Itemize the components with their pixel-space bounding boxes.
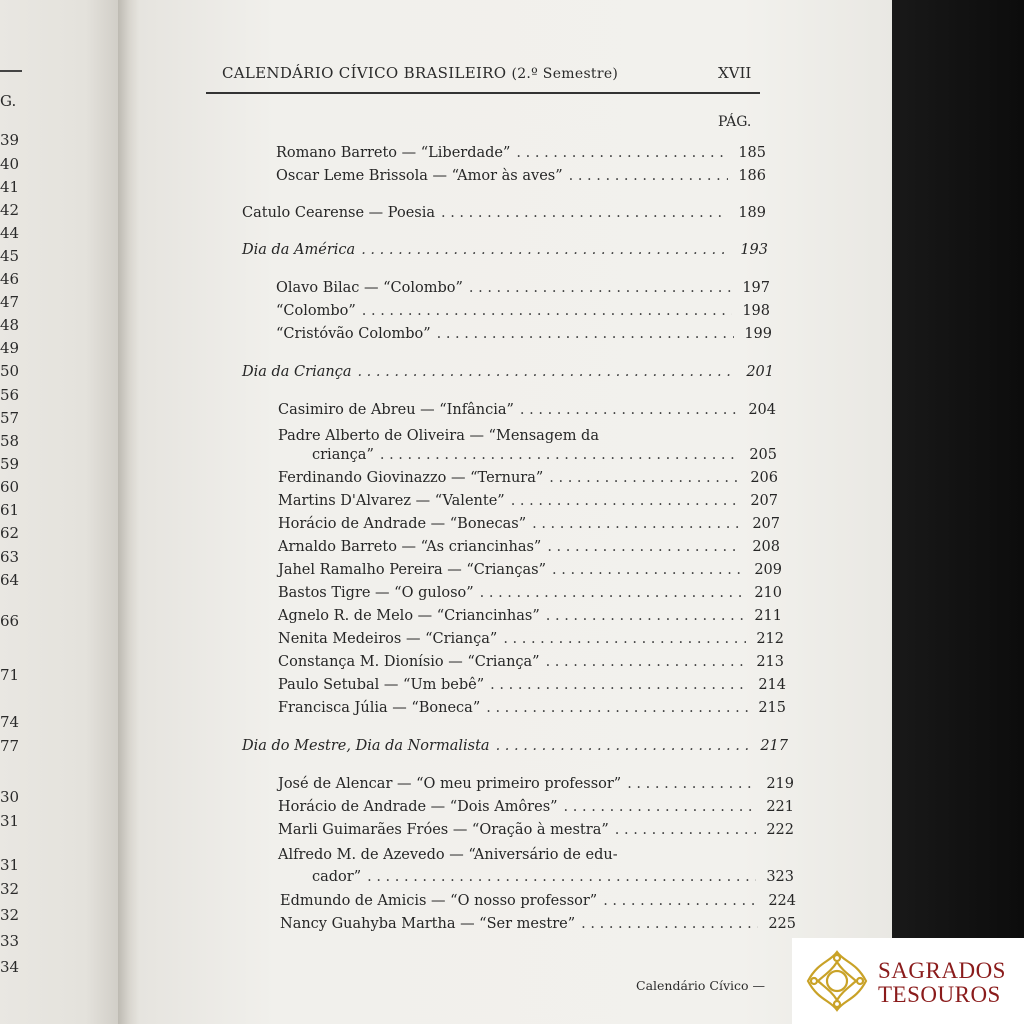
dot-leader (496, 738, 750, 754)
entry-page-number: 221 (766, 799, 794, 815)
entry-title: Paulo Setubal — “Um bebê” (278, 677, 485, 693)
entry-title: criança” (312, 447, 374, 463)
left-page-number: 34 (0, 958, 20, 976)
watermark-line2: TESOUROS (878, 982, 1001, 1007)
entry-title: Martins D'Alvarez — “Valente” (278, 493, 505, 509)
entry-page-number: 208 (752, 539, 780, 555)
ornament-icon (804, 948, 870, 1014)
left-page-number: 61 (0, 501, 20, 519)
entry-title: Romano Barreto — “Liberdade” (276, 145, 511, 161)
dot-leader (581, 916, 758, 932)
left-page-number: 31 (0, 812, 20, 830)
dot-leader (357, 364, 736, 380)
toc-entry (278, 799, 794, 819)
entry-page-number: 211 (754, 608, 782, 624)
left-page-number: 59 (0, 455, 20, 473)
entry-page-number: 204 (748, 402, 776, 418)
entry-title: Horácio de Andrade — “Dois Amôres” (278, 799, 558, 815)
left-page-number: 62 (0, 524, 20, 542)
entry-page-number: 201 (746, 364, 774, 380)
entry-title: Francisca Júlia — “Boneca” (278, 700, 481, 716)
left-page-number: 64 (0, 571, 20, 589)
entry-title: Nenita Medeiros — “Criança” (278, 631, 498, 647)
entry-page-number: 206 (750, 470, 778, 486)
dot-leader (603, 893, 758, 909)
dot-leader (569, 168, 728, 184)
toc-entry (278, 493, 778, 513)
left-page-number: 41 (0, 178, 20, 196)
entry-title: Dia do Mestre, Dia da Normalista (242, 738, 490, 754)
entry-page-number: 199 (744, 326, 772, 342)
left-page-number: 39 (0, 131, 20, 149)
page-column-label: PÁG. (718, 114, 752, 130)
toc-entry (278, 585, 782, 605)
header-title: CALENDÁRIO CÍVICO BRASILEIRO (222, 64, 507, 82)
header-subtitle: (2.º Semestre) (511, 66, 619, 82)
entry-page-number: 219 (766, 776, 794, 792)
left-page-number: 33 (0, 932, 20, 950)
dot-leader (627, 776, 756, 792)
toc-entry (278, 700, 786, 720)
entry-title: Bastos Tigre — “O guloso” (278, 585, 474, 601)
toc-entry (278, 428, 732, 448)
left-page-number: 40 (0, 155, 20, 173)
dot-leader (380, 447, 739, 463)
dot-leader (546, 608, 744, 624)
dot-leader (441, 205, 728, 221)
dot-leader (469, 280, 732, 296)
entry-title: Dia da América (242, 242, 356, 258)
entry-page-number: 209 (754, 562, 782, 578)
entry-title: Casimiro de Abreu — “Infância” (278, 402, 514, 418)
entry-title: Edmundo de Amicis — “O nosso professor” (280, 893, 598, 909)
toc-entry (278, 402, 776, 422)
entry-title: Dia da Criança (242, 364, 352, 380)
entry-title: Agnelo R. de Melo — “Criancinhas” (278, 608, 540, 624)
toc-entry (312, 447, 777, 467)
left-page-number: 47 (0, 293, 20, 311)
entry-page-number: 214 (758, 677, 786, 693)
dot-leader (511, 493, 740, 509)
page-footer: Calendário Cívico — (636, 978, 766, 993)
left-page-number: 49 (0, 339, 20, 357)
dot-leader (549, 470, 740, 486)
left-page-number: 31 (0, 856, 20, 874)
dot-leader (564, 799, 756, 815)
dot-leader (361, 242, 730, 258)
left-page-number: 71 (0, 666, 20, 684)
toc-entry (276, 326, 772, 346)
entry-page-number: 207 (752, 516, 780, 532)
entry-title: Horácio de Andrade — “Bonecas” (278, 516, 527, 532)
left-page-number: 32 (0, 880, 20, 898)
running-header (222, 64, 618, 82)
entry-title: Jahel Ramalho Pereira — “Crianças” (278, 562, 547, 578)
dot-leader (547, 539, 742, 555)
watermark-logo (792, 938, 1024, 1024)
left-page-number: 32 (0, 906, 20, 924)
section-heading (242, 364, 774, 384)
dot-leader (367, 869, 756, 885)
entry-page-number: 225 (768, 916, 796, 932)
toc-entry (312, 869, 794, 889)
dot-leader (362, 303, 732, 319)
dot-leader (503, 631, 746, 647)
dot-leader (480, 585, 744, 601)
left-header-fragment: G. (0, 92, 17, 110)
toc-entry (276, 145, 766, 165)
entry-page-number: 198 (742, 303, 770, 319)
toc-entry (242, 205, 766, 225)
toc-entry (276, 303, 770, 323)
left-page-number: 74 (0, 713, 20, 731)
entry-title: Marli Guimarães Fróes — “Oração à mestra” (278, 822, 609, 838)
dot-leader (520, 402, 738, 418)
entry-page-number: 217 (760, 738, 788, 754)
toc-entry (278, 631, 784, 651)
left-page-number: 45 (0, 247, 20, 265)
entry-title: Constança M. Dionísio — “Criança” (278, 654, 540, 670)
left-page-number: 77 (0, 737, 20, 755)
toc-entry (278, 562, 782, 582)
entry-title: “Colombo” (276, 303, 356, 319)
toc-entry (278, 776, 794, 796)
entry-page-number: 207 (750, 493, 778, 509)
dot-leader (516, 145, 728, 161)
entry-page-number: 210 (754, 585, 782, 601)
entry-page-number: 193 (740, 242, 768, 258)
entry-title: Padre Alberto de Oliveira — “Mensagem da (278, 428, 599, 444)
toc-entry (276, 168, 766, 188)
left-page-number: 48 (0, 316, 20, 334)
left-page-number: 46 (0, 270, 20, 288)
left-page (0, 0, 122, 1024)
watermark-line1: SAGRADOS (878, 958, 1006, 983)
section-heading (242, 738, 788, 758)
entry-title: “Cristóvão Colombo” (276, 326, 431, 342)
entry-page-number: 185 (738, 145, 766, 161)
toc-entry (278, 470, 778, 490)
dot-leader (532, 516, 742, 532)
entry-title: Arnaldo Barreto — “As criancinhas” (278, 539, 542, 555)
left-page-number: 30 (0, 788, 20, 806)
entry-page-number: 212 (756, 631, 784, 647)
header-rule (206, 92, 760, 94)
left-page-number: 66 (0, 612, 20, 630)
left-page-number: 50 (0, 362, 20, 380)
entry-title: Ferdinando Giovinazzo — “Ternura” (278, 470, 544, 486)
entry-title: Oscar Leme Brissola — “Amor às aves” (276, 168, 563, 184)
entry-page-number: 205 (749, 447, 777, 463)
entry-title: Catulo Cearense — Poesia (242, 205, 435, 221)
left-page-number: 63 (0, 548, 20, 566)
entry-title: cador” (312, 869, 362, 885)
dot-leader (437, 326, 734, 342)
left-page-number: 42 (0, 201, 20, 219)
entry-page-number: 197 (742, 280, 770, 296)
left-page-number: 56 (0, 386, 20, 404)
toc-entry (280, 916, 796, 936)
entry-title: José de Alencar — “O meu primeiro professor” (278, 776, 622, 792)
left-page-number: 44 (0, 224, 20, 242)
left-header-rule (0, 70, 22, 72)
entry-page-number: 224 (768, 893, 796, 909)
toc-entry (278, 847, 744, 867)
left-page-number: 57 (0, 409, 20, 427)
entry-page-number: 213 (756, 654, 784, 670)
dot-leader (615, 822, 756, 838)
section-heading (242, 242, 768, 262)
entry-title: Alfredo M. de Azevedo — “Aniversário de edu- (278, 847, 618, 863)
dot-leader (552, 562, 744, 578)
entry-title: Olavo Bilac — “Colombo” (276, 280, 463, 296)
toc-entry (278, 677, 786, 697)
toc-entry (278, 654, 784, 674)
entry-page-number: 215 (758, 700, 786, 716)
entry-title: Nancy Guahyba Martha — “Ser mestre” (280, 916, 576, 932)
toc-entry (276, 280, 770, 300)
dot-leader (490, 677, 748, 693)
toc-entry (278, 822, 794, 842)
dot-leader (546, 654, 746, 670)
entry-page-number: 323 (766, 869, 794, 885)
left-page-number: 58 (0, 432, 20, 450)
toc-entry (278, 539, 780, 559)
entry-page-number: 189 (738, 205, 766, 221)
toc-entry (280, 893, 796, 913)
header-page-number: XVII (718, 64, 752, 82)
left-page-number: 60 (0, 478, 20, 496)
toc-entry (278, 608, 782, 628)
toc-entry (278, 516, 780, 536)
entry-page-number: 222 (766, 822, 794, 838)
entry-page-number: 186 (738, 168, 766, 184)
dot-leader (486, 700, 748, 716)
